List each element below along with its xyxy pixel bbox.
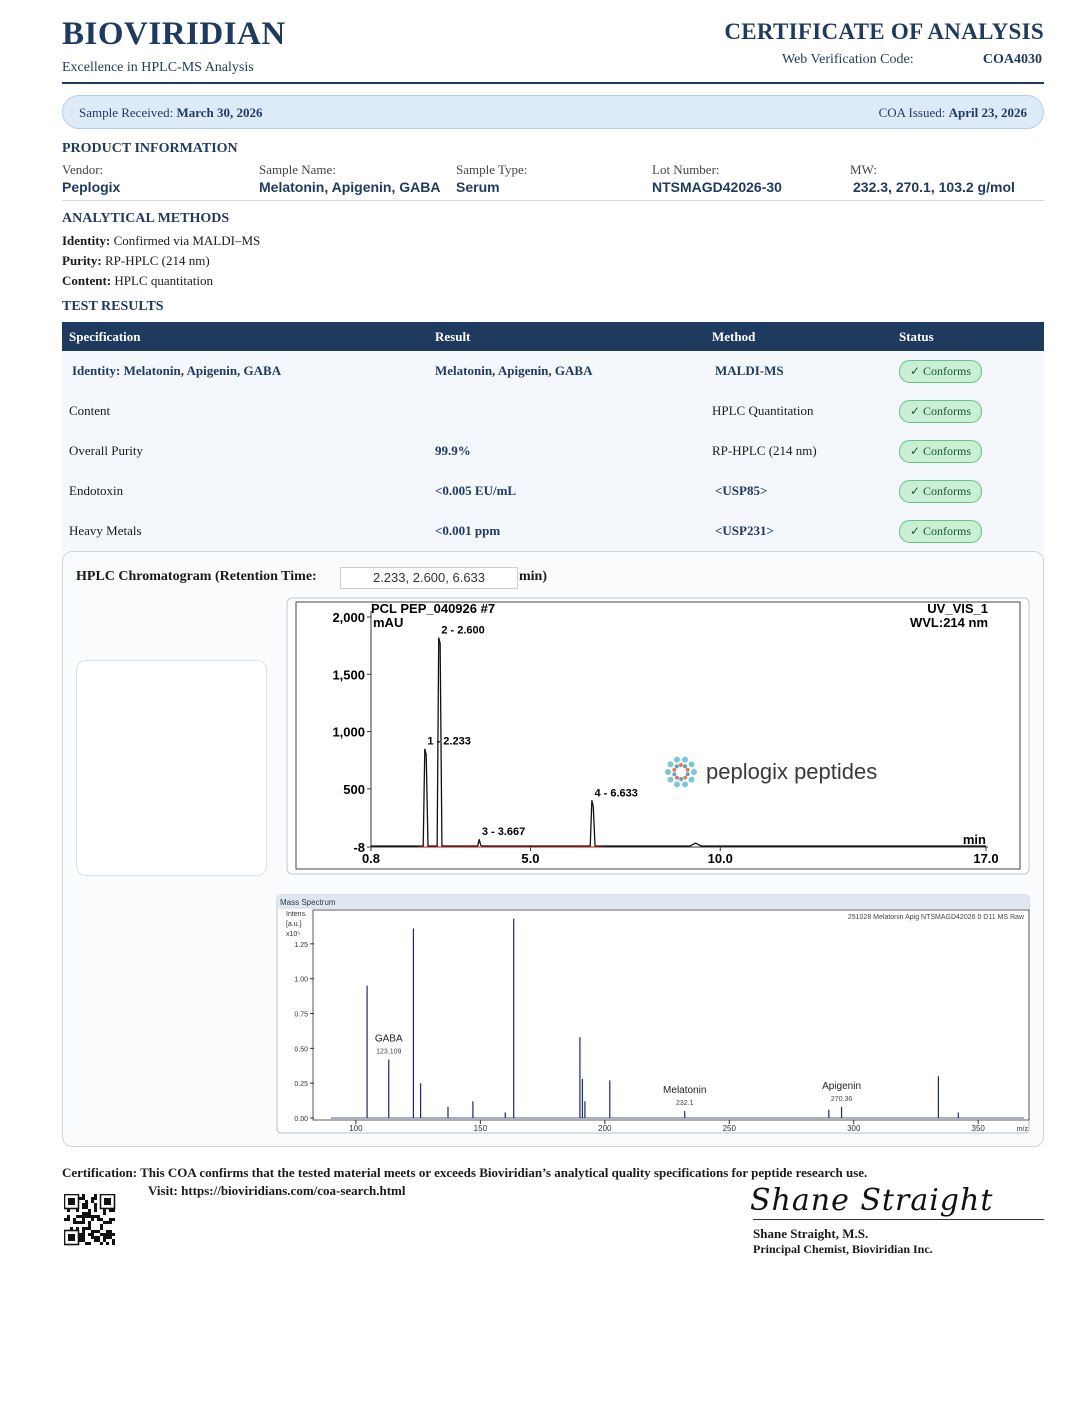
qr-module [109,1221,112,1224]
cell-result: <0.005 EU/mL [428,471,705,511]
sample-name-value: Melatonin, Apigenin, GABA [259,179,441,195]
lot-number-value: NTSMAGD42026-30 [652,179,782,195]
vendor-label: Vendor: [62,162,104,177]
ms-y-axis-title: [a.u.] [286,921,302,928]
logo-dot [679,763,683,767]
table-row [62,351,1044,391]
qr-module [88,1209,91,1212]
logo-dot [675,776,679,780]
y-tick-label: 2,000 [332,610,365,625]
x-tick-label: 5.0 [521,851,540,866]
qr-module [100,1224,103,1227]
ms-annotation-value: 232.1 [675,1100,694,1108]
qr-module [103,1239,106,1242]
col-result: Result [428,322,705,351]
x-tick-label: 0.8 [361,851,381,866]
methods-heading: ANALYTICAL METHODS [62,211,230,226]
status-badge: ✓ Conforms [899,440,982,463]
qr-module [82,1194,85,1197]
signature-line [753,1219,1044,1220]
qr-module [82,1197,85,1200]
y-tick-label: 1,000 [332,724,365,740]
logo-dot [686,772,690,776]
qr-module [91,1200,94,1203]
qr-module [67,1215,70,1218]
qr-module [100,1242,103,1245]
qr-module [67,1209,70,1212]
ms-x-tick-label: 150 [473,1124,488,1133]
qr-module [76,1227,79,1230]
qr-module [82,1221,85,1224]
qr-module [103,1236,106,1239]
peak-label: 2 - 2.600 [441,624,485,637]
qr-finder-center [68,1234,75,1241]
qr-module [82,1233,85,1236]
ms-header-text: 251028 Melatonin Apig NTSMAGD42026 0 D11 MS Raw [847,914,1024,921]
vendor-value: Peplogix [62,179,121,195]
qr-module [94,1230,97,1233]
method-content: Content: HPLC quantitation [62,273,213,288]
mass-spectrum-chart [276,894,1030,1134]
ms-y-tick-label: 0.50 [294,1046,308,1054]
ms-panel-title: Mass Spectrum [280,898,336,907]
logo-dot [672,768,676,772]
cell-result: <0.001 ppm [428,511,705,551]
table-row [62,391,1044,431]
qr-module [88,1233,91,1236]
qr-module [82,1227,85,1230]
qr-module [100,1227,103,1230]
qr-module [91,1230,94,1233]
qr-module [112,1242,115,1245]
logo-dot [667,777,673,783]
qr-finder-center [104,1198,111,1205]
qr-module [103,1221,106,1224]
test-results-heading: TEST RESULTS [62,299,164,314]
logo-dot [683,776,687,780]
qr-module [94,1236,97,1239]
brand-tagline: Excellence in HPLC-MS Analysis [62,60,254,75]
qr-module [64,1218,67,1221]
qr-module [109,1218,112,1221]
qr-module [97,1218,100,1221]
qr-module [88,1212,91,1215]
qr-module [106,1221,109,1224]
status-badge: ✓ Conforms [899,520,982,543]
qr-module [91,1233,94,1236]
qr-module [82,1239,85,1242]
logo-dot [682,757,688,763]
verification-label: Web Verification Code: [782,52,914,67]
peak-label: 4 - 6.633 [594,787,638,800]
qr-module [76,1209,79,1212]
cell-method: RP-HPLC (214 nm) [705,431,892,471]
qr-module [76,1215,79,1218]
cell-method: <USP231> [705,511,892,551]
qr-module [79,1233,82,1236]
cell-spec: Identity: Melatonin, Apigenin, GABA [62,351,428,391]
qr-module [100,1233,103,1236]
logo-dot [674,781,680,787]
qr-module [82,1230,85,1233]
sample-name-label: Sample Name: [259,162,336,177]
qr-module [97,1239,100,1242]
qr-module [109,1233,112,1236]
y-axis-label: mAU [373,615,404,630]
logo-dot [667,761,673,767]
qr-module [82,1203,85,1206]
ms-x-tick-label: 100 [349,1124,363,1133]
signer-name: Shane Straight, M.S. [753,1226,869,1241]
table-row [62,471,1044,511]
qr-module [94,1215,97,1218]
qr-module [103,1209,106,1212]
cell-method: MALDI-MS [705,351,892,391]
qr-module [85,1206,88,1209]
qr-module [103,1212,106,1215]
document-title: CERTIFICATE OF ANALYSIS [724,19,1044,44]
ms-x-tick-label: 300 [847,1124,861,1133]
lot-number-label: Lot Number: [652,162,720,177]
chart-wavelength: WVL:214 nm [909,615,988,630]
ms-annotation-value: 270.36 [830,1095,853,1103]
qr-module [109,1209,112,1212]
chart-title-right: UV_VIS_1 [927,601,988,616]
product-info-heading: PRODUCT INFORMATION [62,141,238,156]
ms-x-tick-label: 200 [598,1124,612,1133]
qr-module [79,1221,82,1224]
ms-y-tick-label: 0.00 [294,1116,308,1123]
qr-module [79,1239,82,1242]
product-divider [62,200,1044,201]
ms-y-tick-label: 0.25 [294,1081,308,1089]
peak-label: 3 - 3.667 [481,826,526,839]
verification-link[interactable]: Visit: https://bioviridians.com/coa-search.html [148,1183,406,1198]
results-header-row [62,322,1044,351]
status-badge: ✓ Conforms [899,480,982,503]
y-tick-label: 500 [343,781,365,797]
signature-script: Shane Straight [750,1183,994,1218]
qr-module [73,1218,76,1221]
qr-module [103,1233,106,1236]
ms-annotation-value: 123.109 [376,1048,402,1056]
qr-module [91,1236,94,1239]
mw-label: MW: [850,162,877,177]
table-row [62,431,1044,471]
ms-y-axis-title: Intens. [286,911,308,918]
retention-time-field: 2.233, 2.600, 6.633 [340,567,518,589]
col-method: Method [705,322,892,351]
brand-name: BIOVIRIDIAN [62,16,286,52]
logo-dot [675,764,679,768]
qr-module [109,1236,112,1239]
peak-label: 1 - 2.233 [427,735,471,748]
qr-module [94,1206,97,1209]
qr-module [88,1227,91,1230]
table-row [62,511,1044,551]
qr-module [91,1218,94,1221]
qr-module [79,1215,82,1218]
logo-dot [689,777,695,783]
cell-spec: Heavy Metals [62,511,428,551]
qr-module [85,1215,88,1218]
ms-y-tick-label: 1.00 [294,976,308,984]
qr-module [79,1236,82,1239]
hplc-chart [286,597,1031,876]
qr-module [106,1233,109,1236]
qr-module [73,1221,76,1224]
received-date: March 30, 2026 [176,105,263,120]
qr-module [85,1203,88,1206]
ms-annotation-name: Apigenin [822,1080,862,1092]
issued-label: COA Issued: [878,105,946,120]
qr-module [82,1236,85,1239]
qr-module [112,1239,115,1242]
ms-x-tick-label: 250 [722,1124,736,1133]
logo-dot [689,761,695,767]
qr-module [85,1200,88,1203]
qr-module [88,1215,91,1218]
watermark-text: peplogix peptides [706,759,878,784]
qr-module [76,1221,79,1224]
qr-module [88,1221,91,1224]
x-axis-label: min [962,832,986,847]
qr-module [112,1233,115,1236]
method-purity: Purity: RP-HPLC (214 nm) [62,253,210,268]
logo-dot [682,781,688,787]
logo-dot [683,764,687,768]
cell-spec: Overall Purity [62,431,428,471]
cell-spec: Content [62,391,428,431]
qr-module [94,1209,97,1212]
chart-title-left: PCL PEP_040926 #7 [371,601,496,616]
issued-date: April 23, 2026 [948,105,1027,120]
logo-dot [672,772,676,776]
qr-module [94,1239,97,1242]
qr-code-icon [64,1194,116,1246]
x-tick-label: 10.0 [707,851,733,866]
qr-module [97,1215,100,1218]
qr-module [82,1218,85,1221]
blank-card [76,660,267,876]
qr-module [79,1197,82,1200]
received-label: Sample Received: [79,105,174,120]
ms-y-axis-title: x10⁵ [286,931,301,938]
cell-method: HPLC Quantitation [705,391,892,431]
qr-module [91,1197,94,1200]
cell-method: <USP85> [705,471,892,511]
cell-result: 99.9% [428,431,705,471]
retention-time-unit: min) [519,569,547,584]
ms-x-tick-label: 350 [971,1124,985,1133]
status-badge: ✓ Conforms [899,400,982,423]
qr-module [85,1227,88,1230]
ms-annotation-name: Melatonin [663,1085,707,1097]
qr-module [85,1242,88,1245]
mw-value: 232.3, 270.1, 103.2 g/mol [853,179,1015,195]
qr-module [97,1236,100,1239]
qr-module [106,1242,109,1245]
qr-module [100,1218,103,1221]
logo-dot [679,777,683,781]
qr-module [70,1227,73,1230]
results-table [62,322,1044,551]
header-divider [62,82,1044,84]
status-badge: ✓ Conforms [899,360,982,383]
logo-dot [686,768,690,772]
qr-module [85,1212,88,1215]
qr-module [82,1212,85,1215]
qr-module [88,1224,91,1227]
certification-text: Certification: This COA confirms that the tested material meets or exceeds Bioviridian’s analytical quality specifications for peptide research use. [62,1165,868,1180]
ms-x-axis-label: m/z [1016,1126,1028,1133]
y-tick-label: 1,500 [332,667,365,683]
logo-dot [691,769,697,775]
cell-result [428,391,705,431]
qr-module [82,1206,85,1209]
col-status: Status [892,322,1044,351]
qr-module [112,1209,115,1212]
qr-module [109,1230,112,1233]
ms-annotation-name: GABA [374,1033,403,1045]
qr-module [94,1194,97,1197]
cell-spec: Endotoxin [62,471,428,511]
col-specification: Specification [62,322,428,351]
cell-result: Melatonin, Apigenin, GABA [428,351,705,391]
logo-dot [665,769,671,775]
qr-module [106,1230,109,1233]
qr-module [94,1203,97,1206]
qr-module [94,1197,97,1200]
y-tick-label: -8 [353,840,365,855]
ms-y-tick-label: 1.25 [294,941,308,949]
x-tick-label: 17.0 [973,851,999,866]
qr-module [82,1215,85,1218]
chromatogram-title: HPLC Chromatogram (Retention Time: [76,569,317,584]
qr-module [97,1230,100,1233]
dates-banner [62,95,1044,129]
sample-type-label: Sample Type: [456,162,528,177]
method-identity: Identity: Confirmed via MALDI–MS [62,233,261,248]
qr-module [106,1236,109,1239]
qr-finder-center [68,1198,75,1205]
signer-title: Principal Chemist, Bioviridian Inc. [753,1242,933,1256]
sample-type-value: Serum [456,179,500,195]
qr-module [88,1242,91,1245]
verification-code: COA4030 [982,52,1042,67]
logo-dot [674,757,680,763]
qr-module [91,1215,94,1218]
qr-module [112,1218,115,1221]
ms-y-tick-label: 0.75 [294,1011,308,1019]
qr-module [67,1218,70,1221]
